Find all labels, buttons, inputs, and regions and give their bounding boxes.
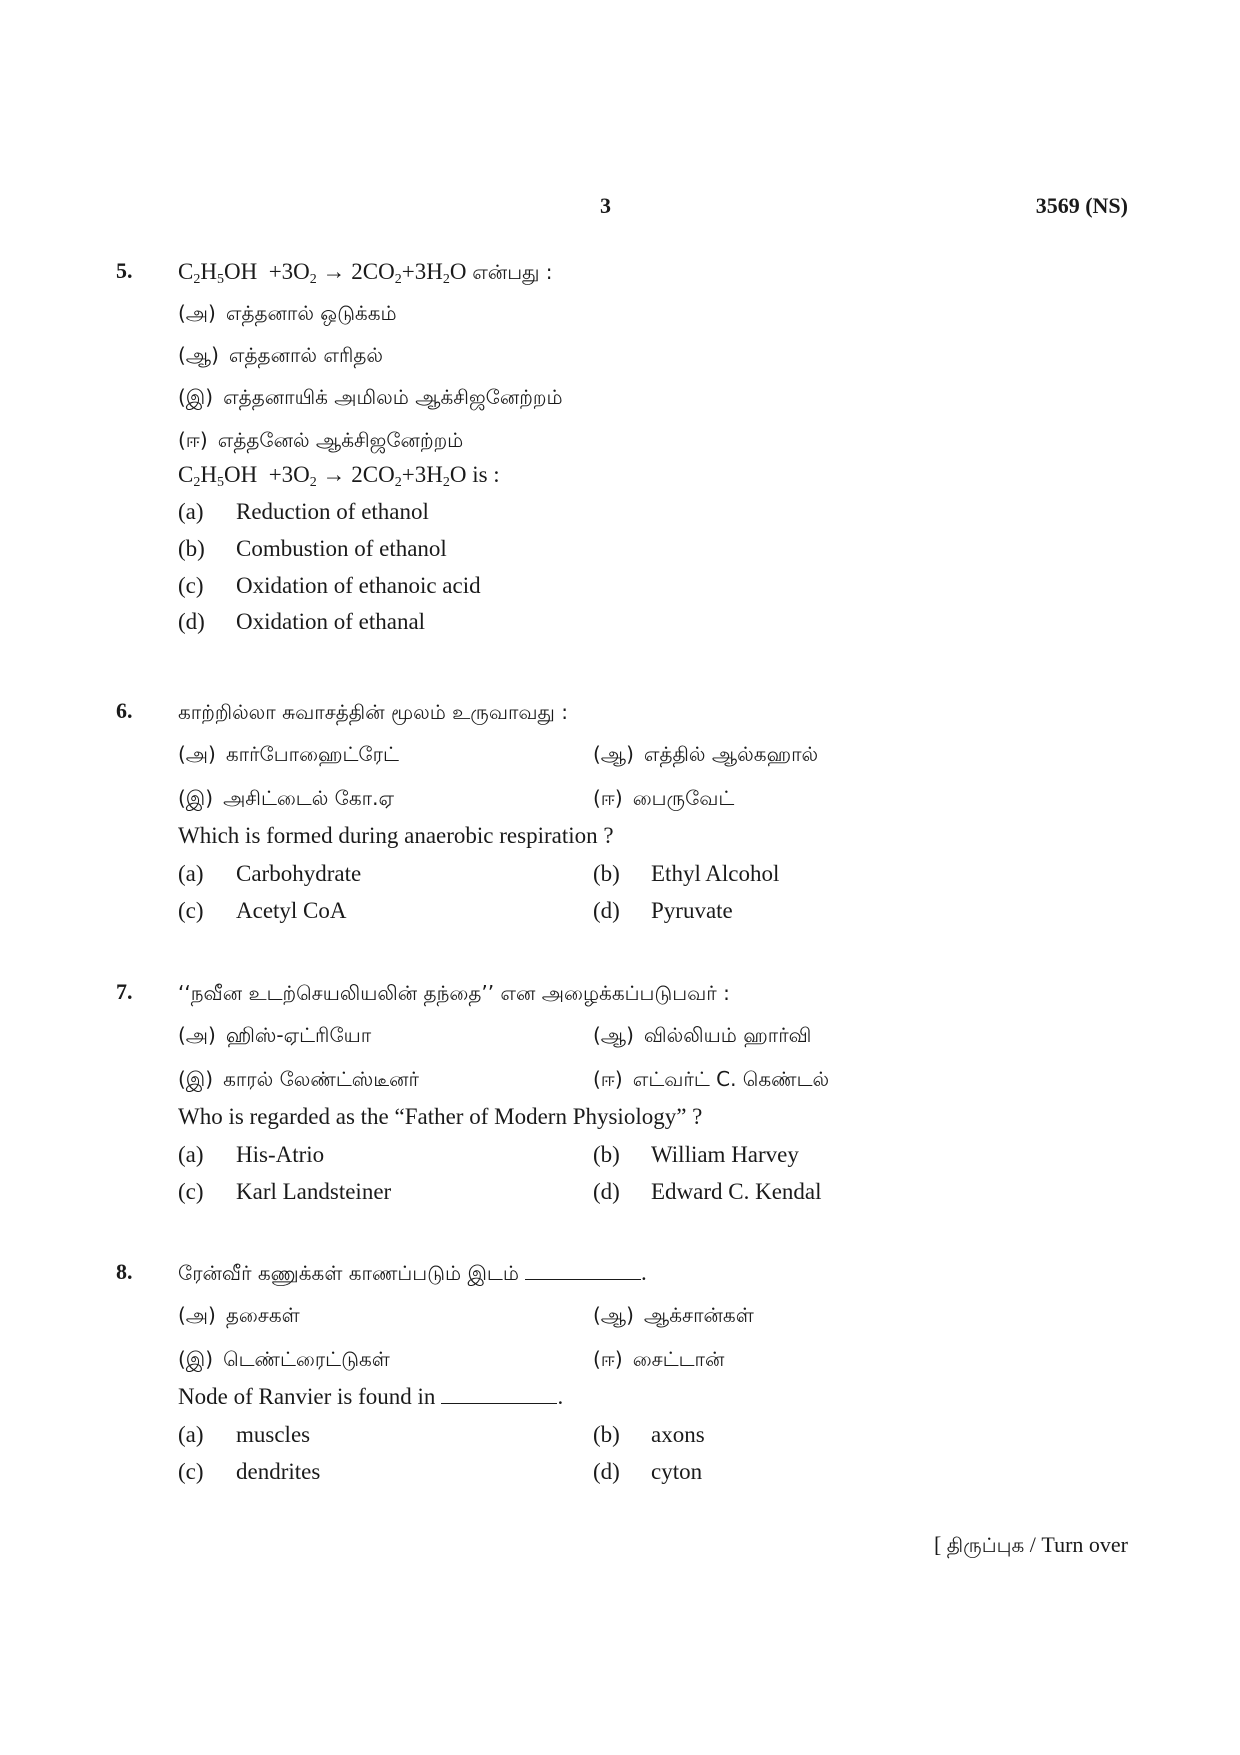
options-en-row <box>178 860 1126 890</box>
option-text: axons <box>651 1422 705 1447</box>
question-ta: ரேன்வீர் கணுக்கள் காணப்படும் இடம் <box>178 1261 519 1285</box>
option-text: dendrites <box>236 1459 321 1484</box>
question-number: 6. <box>116 698 133 723</box>
option-text: William Harvey <box>651 1142 799 1167</box>
option-label: (ஈ) <box>593 1067 623 1091</box>
page-number: 3 <box>600 193 611 218</box>
option-text: எத்தனால் எரிதல் <box>228 343 383 367</box>
option-en <box>178 498 429 526</box>
option-text: எத்தனேல் ஆக்சிஜனேற்றம் <box>217 428 464 452</box>
option-label: (ஆ) <box>593 742 634 766</box>
question-number: 5. <box>116 258 133 283</box>
option-text: Ethyl Alcohol <box>651 861 780 886</box>
option-text: எத்தில் ஆல்கஹால் <box>643 742 819 766</box>
answer-blank <box>441 1387 557 1404</box>
option-label: (a) <box>178 1422 204 1447</box>
option-text: Reduction of ethanol <box>236 499 429 524</box>
option-text: Acetyl CoA <box>236 898 347 923</box>
option-label: (இ) <box>178 1347 214 1371</box>
question-en-line: Node of Ranvier is found in . <box>178 1384 564 1409</box>
options-en-row <box>178 1458 1126 1488</box>
option-label: (a) <box>178 499 204 524</box>
turn-over-ta: திருப்புக <box>946 1533 1025 1557</box>
option-text: கார்போஹைட்ரேட் <box>225 742 399 766</box>
option-label: (a) <box>178 1142 204 1167</box>
option-text: Combustion of ethanol <box>236 536 447 561</box>
option-text: எத்தனாயிக் அமிலம் ஆக்சிஜனேற்றம் <box>223 385 563 409</box>
option-label: (இ) <box>178 786 214 810</box>
options-en-row <box>178 897 1126 927</box>
option-text: Carbohydrate <box>236 861 362 886</box>
question-en-equation <box>178 461 500 489</box>
options-ta-row <box>178 1301 1126 1331</box>
question-ta-equation <box>178 258 553 286</box>
option-en <box>178 608 425 636</box>
option-label: (d) <box>593 1179 620 1204</box>
option-text: Karl Landsteiner <box>236 1179 392 1204</box>
option-label: (d) <box>178 609 205 634</box>
option-text: Edward C. Kendal <box>651 1179 822 1204</box>
option-label: (ஆ) <box>593 1023 634 1047</box>
chemical-equation: $C_2H_5OH +3O_2 \to 2CO_2+3H_2O$ <box>178 259 467 287</box>
option-text: ஹிஸ்-ஏட்ரியோ <box>225 1023 372 1047</box>
options-en-row <box>178 1421 1126 1451</box>
options-ta-row <box>178 784 1126 814</box>
question-number: 8. <box>116 1259 133 1284</box>
option-en <box>178 535 447 563</box>
options-en-row <box>178 1178 1126 1208</box>
option-text: Oxidation of ethanoic acid <box>236 573 481 598</box>
option-label: (ஆ) <box>178 343 219 367</box>
option-text: வில்லியம் ஹார்வி <box>643 1023 812 1047</box>
option-label: (ஈ) <box>178 428 208 452</box>
options-ta-row <box>178 1065 1126 1095</box>
option-label: (b) <box>178 536 205 561</box>
options-ta-row <box>178 1021 1126 1051</box>
question-ta: காற்றில்லா சுவாசத்தின் மூலம் உருவாவது : <box>178 700 568 724</box>
option-label: (ஆ) <box>593 1303 634 1327</box>
question-en: Which is formed during anaerobic respiration ? <box>178 823 614 848</box>
option-text: எத்தனால் ஒடுக்கம் <box>225 301 397 325</box>
option-label: (d) <box>593 898 620 923</box>
option-text: சைட்டான் <box>632 1347 725 1371</box>
exam-code: 3569 (NS) <box>1035 193 1128 218</box>
question-en: Node of Ranvier is found in <box>178 1384 436 1409</box>
option-label: (c) <box>178 573 204 598</box>
option-label: (b) <box>593 1422 620 1447</box>
turn-over-en: Turn over <box>1041 1532 1128 1557</box>
option-text: எட்வர்ட் C. கெண்டல் <box>632 1067 830 1091</box>
option-text: காரல் லேண்ட்ஸ்டீனர் <box>223 1067 420 1091</box>
option-label: (அ) <box>178 742 216 766</box>
option-ta <box>178 341 383 369</box>
option-label: (ஈ) <box>593 1347 623 1371</box>
option-label: (இ) <box>178 385 214 409</box>
chemical-equation: $C_2H_5OH +3O_2 \to 2CO_2+3H_2O$ <box>178 462 467 490</box>
question-en-suffix: is : <box>472 462 500 487</box>
option-text: cyton <box>651 1459 703 1484</box>
option-text: Oxidation of ethanal <box>236 609 426 634</box>
question-ta: ‘‘நவீன உடற்செயலியலின் தந்தை’’ என அழைக்கப்படுபவர் : <box>178 981 730 1005</box>
option-ta <box>178 383 563 411</box>
option-label: (ஈ) <box>593 786 623 810</box>
option-text: தசைகள் <box>225 1303 300 1327</box>
option-label: (d) <box>593 1459 620 1484</box>
option-label: (c) <box>178 1179 204 1204</box>
option-label: (b) <box>593 1142 620 1167</box>
options-ta-row <box>178 1345 1126 1375</box>
option-text: அசிட்டைல் கோ.ஏ <box>223 786 395 810</box>
turn-over-separator: / <box>1029 1532 1036 1557</box>
options-ta-row <box>178 740 1126 770</box>
question-number: 7. <box>116 979 133 1004</box>
options-en-row <box>178 1141 1126 1171</box>
turn-over-note: [ திருப்புக / Turn over <box>933 1532 1128 1557</box>
page-header <box>0 193 1240 227</box>
option-text: டெண்ட்ரைட்டுகள் <box>223 1347 390 1371</box>
option-label: (a) <box>178 861 204 886</box>
option-text: Pyruvate <box>651 898 733 923</box>
question-ta-line: ரேன்வீர் கணுக்கள் காணப்படும் இடம் . <box>178 1260 647 1285</box>
option-text: ஆக்சான்கள் <box>643 1303 754 1327</box>
question-ta-suffix: என்பது : <box>472 260 553 284</box>
option-label: (அ) <box>178 1303 216 1327</box>
option-label: (c) <box>178 1459 204 1484</box>
option-label: (அ) <box>178 301 216 325</box>
option-label: (c) <box>178 898 204 923</box>
option-ta <box>178 299 397 327</box>
option-label: (அ) <box>178 1023 216 1047</box>
option-en <box>178 572 481 600</box>
option-text: muscles <box>236 1422 311 1447</box>
option-text: His-Atrio <box>236 1142 325 1167</box>
answer-blank <box>525 1263 641 1280</box>
option-text: பைருவேட் <box>632 786 735 810</box>
option-label: (இ) <box>178 1067 214 1091</box>
option-ta <box>178 426 463 454</box>
option-label: (b) <box>593 861 620 886</box>
question-en: Who is regarded as the “Father of Modern Physiology” ? <box>178 1104 703 1129</box>
